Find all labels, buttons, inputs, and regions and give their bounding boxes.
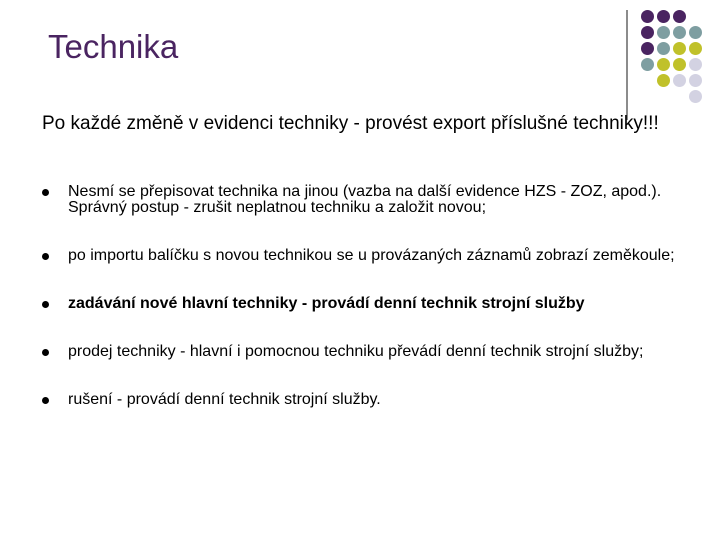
decorative-divider-line <box>626 10 628 120</box>
intro-text: Po každé změně v evidenci techniky - provést export příslušné techniky!!! <box>42 113 659 134</box>
bullet-item <box>40 344 680 360</box>
bullet-text: zadávání nové hlavní techniky - provádí denní technik strojní služby <box>68 295 585 312</box>
decorative-dot <box>689 74 702 87</box>
bullet-list <box>40 184 680 440</box>
bullet-item <box>40 392 680 408</box>
bullet-item <box>40 248 680 264</box>
decorative-dot <box>641 42 654 55</box>
bullet-item <box>40 296 680 312</box>
decorative-dot <box>657 26 670 39</box>
decorative-dot <box>641 10 654 23</box>
decorative-dot <box>673 42 686 55</box>
bullet-text: Nesmí se přepisovat technika na jinou (vazba na další evidence HZS - ZOZ, apod.). Správný postup - zrušit neplatnou techniku a založit novou; <box>68 183 662 216</box>
decorative-dot <box>657 74 670 87</box>
bullet-dot-icon <box>42 189 49 196</box>
decorative-dot <box>641 26 654 39</box>
decorative-dot <box>657 10 670 23</box>
decorative-dot <box>657 58 670 71</box>
decorative-dot <box>673 26 686 39</box>
bullet-text: prodej techniky - hlavní i pomocnou techniku převádí denní technik strojní služby; <box>68 343 644 360</box>
bullet-text: rušení - provádí denní technik strojní služby. <box>68 391 381 408</box>
bullet-dot-icon <box>42 301 49 308</box>
decorative-dot <box>673 10 686 23</box>
bullet-dot-icon <box>42 253 49 260</box>
decorative-dot <box>641 58 654 71</box>
decorative-dot <box>657 42 670 55</box>
decorative-dot <box>673 74 686 87</box>
decorative-dot <box>689 42 702 55</box>
title: Technika <box>48 28 179 65</box>
decorative-dot <box>689 58 702 71</box>
bullet-dot-icon <box>42 397 49 404</box>
bullet-text: po importu balíčku s novou technikou se u provázaných záznamů zobrazí zeměkoule; <box>68 247 675 264</box>
decorative-dot <box>689 26 702 39</box>
decorative-dot <box>689 90 702 103</box>
bullet-item <box>40 184 680 216</box>
decorative-dot <box>673 58 686 71</box>
bullet-dot-icon <box>42 349 49 356</box>
